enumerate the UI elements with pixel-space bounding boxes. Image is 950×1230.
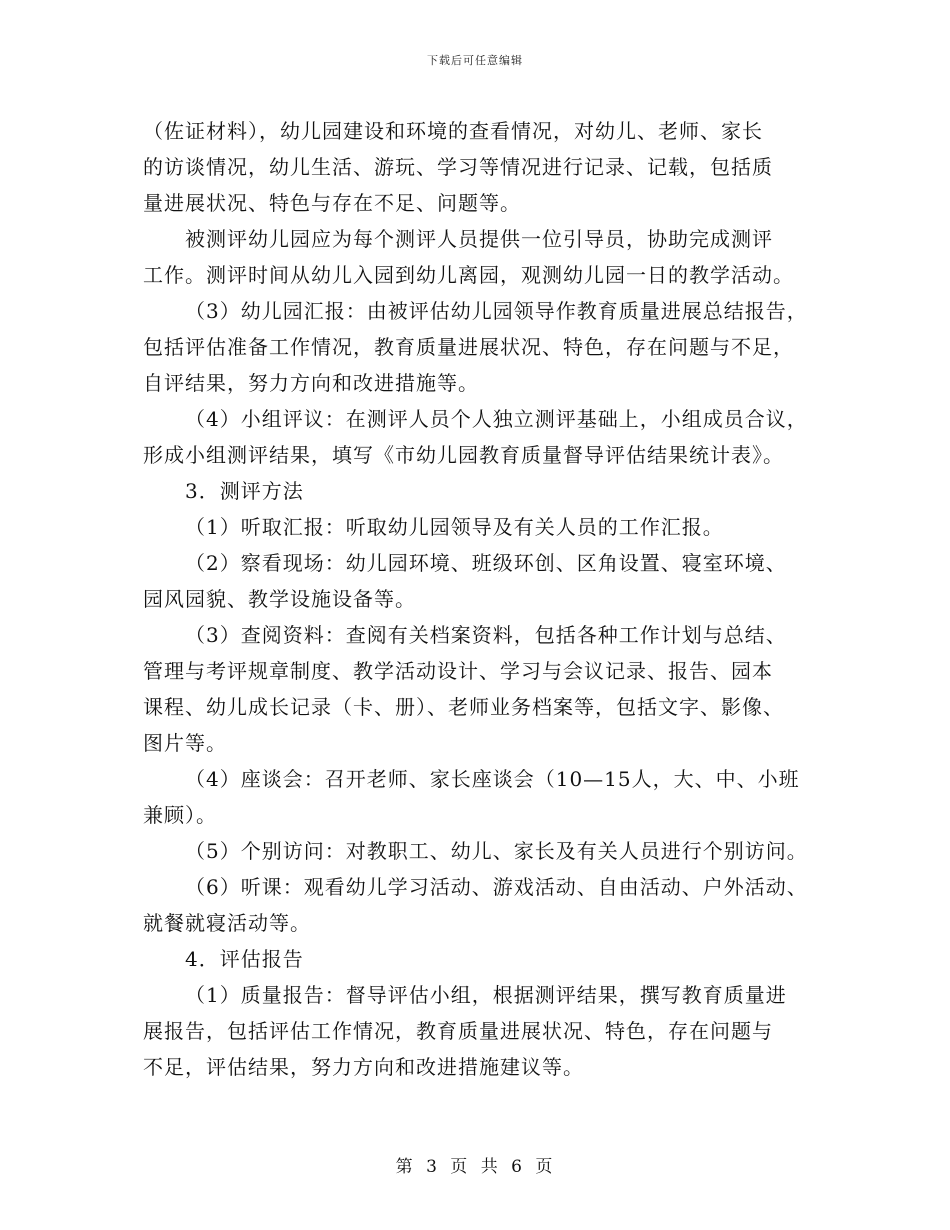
- text-line: 工作。测评时间从幼儿入园到幼儿离园，观测幼儿园一日的教学活动。: [143, 263, 794, 287]
- document-body: [143, 113, 833, 1085]
- text-line: 被测评幼儿园应为每个测评人员提供一位引导员，协助完成测评: [185, 227, 773, 251]
- text-line: 课程、幼儿成长记录（卡、册）、老师业务档案等，包括文字、影像、: [143, 695, 784, 719]
- text-line: （3）幼儿园汇报：由被评估幼儿园领导作教育质量进展总结报告，: [185, 299, 808, 323]
- text-line: 的访谈情况，幼儿生活、游玩、学习等情况进行记录、记载，包括质: [143, 155, 773, 179]
- text-line: 园风园貌、教学设施设备等。: [143, 587, 416, 611]
- text-line: （5）个别访问：对教职工、幼儿、家长及有关人员进行个别访问。: [185, 839, 808, 863]
- text-line: （6）听课：观看幼儿学习活动、游戏活动、自由活动、户外活动、: [185, 875, 808, 899]
- text-line: 管理与考评规章制度、教学活动设计、学习与会议记录、报告、园本: [143, 659, 773, 683]
- page-header: 下载后可任意编辑: [427, 54, 523, 67]
- text-line: （1）听取汇报：听取幼儿园领导及有关人员的工作汇报。: [185, 515, 724, 539]
- text-line: 包括评估准备工作情况，教育质量进展状况、特色，存在问题与不足，: [143, 335, 794, 359]
- text-line: 自评结果，努力方向和改进措施等。: [143, 371, 479, 395]
- text-line: （3）查阅资料：查阅有关档案资料，包括各种工作计划与总结、: [185, 623, 787, 647]
- text-line: 图片等。: [143, 731, 227, 755]
- text-line: （4）小组评议：在测评人员个人独立测评基础上，小组成员合议，: [185, 407, 808, 431]
- text-line: 就餐就寝活动等。: [143, 911, 311, 935]
- text-line: 量进展状况、特色与存在不足、问题等。: [143, 191, 521, 215]
- text-line: （2）察看现场：幼儿园环境、班级环创、区角设置、寝室环境、: [185, 551, 787, 575]
- text-line: （佐证材料），幼儿园建设和环境的查看情况，对幼儿、老师、家长: [143, 119, 763, 143]
- text-line: 不足，评估结果，努力方向和改进措施建议等。: [143, 1055, 584, 1079]
- text-line: 3．测评方法: [185, 479, 304, 503]
- text-line: 展报告，包括评估工作情况，教育质量进展状况、特色，存在问题与: [143, 1019, 773, 1043]
- page-footer: 第 3 页 共 6 页: [395, 1157, 555, 1177]
- text-line: 4．评估报告: [185, 947, 304, 971]
- text-line: 形成小组测评结果，填写《市幼儿园教育质量督导评估结果统计表》。: [143, 443, 784, 467]
- text-line: （1）质量报告：督导评估小组，根据测评结果，撰写教育质量进: [185, 983, 787, 1007]
- text-line: （4）座谈会：召开老师、家长座谈会（10—15人，大、中、小班: [185, 767, 800, 791]
- text-line: 兼顾）。: [143, 803, 217, 827]
